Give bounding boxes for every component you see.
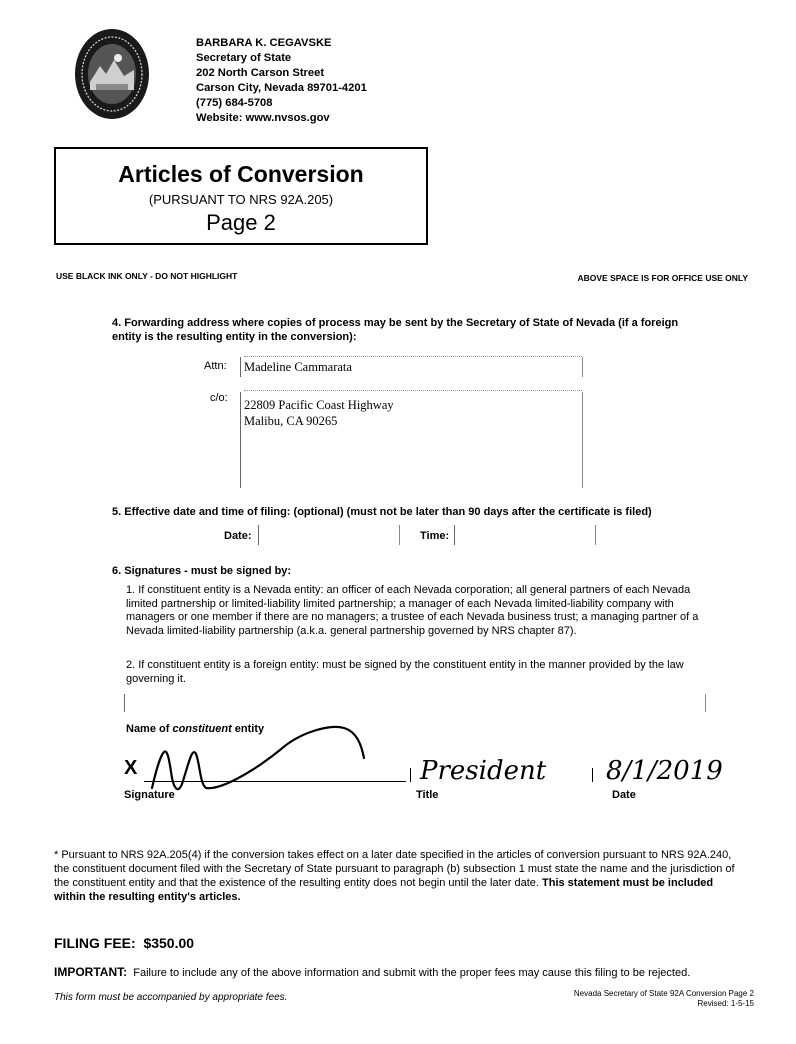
filing-fee-label: FILING FEE: [54, 935, 136, 951]
handwritten-signature-icon [130, 716, 380, 806]
effective-time-label: Time: [420, 530, 450, 542]
co-label: c/o: [210, 392, 228, 404]
title-field-divider [410, 768, 411, 782]
section-5-heading: 5. Effective date and time of filing: (optional) (must not be later than 90 days after the certificate is filed) [112, 506, 652, 518]
effective-date-field[interactable] [258, 525, 400, 545]
co-address-field[interactable] [240, 392, 583, 488]
secretary-name: BARBARA K. CEGAVSKE [196, 37, 332, 49]
attn-label: Attn: [204, 360, 227, 372]
filing-fee-amount: $350.00 [143, 935, 195, 951]
footer-revised: Revised: 1-5-15 [697, 999, 754, 1008]
co-field-top [244, 390, 582, 391]
section-6-item-2: 2. If constituent entity is a foreign entity: must be signed by the constituent entity in the manner provided by the law governing it. [126, 659, 684, 685]
footnote [54, 848, 744, 904]
form-title: Articles of Conversion [118, 161, 364, 187]
date-field-divider [592, 768, 593, 782]
name-label-pre: Name of [126, 723, 173, 735]
signature-x-mark: X [124, 757, 138, 779]
attn-value: Madeline Cammarata [244, 360, 352, 374]
address-line-2: Malibu, CA 90265 [244, 414, 338, 428]
section-4-heading: 4. Forwarding address where copies of process may be sent by the Secretary of State of Nevada (if a foreign entity is the resulting entity in the conversion): [112, 317, 679, 343]
footnote-text: * Pursuant to NRS 92A.205(4) if the conversion takes effect on a later date specified in the articles of conversion pursuant to NRS 92A.240, the constituent document filed with the Secretary of State pursuant to paragraph (b) subsection 1 must state the name and the jurisdiction of the constituent entity and that the existence of the resulting entity does not begin until the later date. [54, 849, 735, 889]
handwritten-title: President [420, 756, 547, 786]
office-phone: (775) 684-5708 [196, 97, 273, 109]
constituent-entity-name-field[interactable] [124, 694, 706, 712]
footer-form-name: Nevada Secretary of State 92A Conversion Page 2 [573, 989, 754, 998]
important-text: Failure to include any of the above information and submit with the proper fees may cause this filing to be rejected. [133, 967, 691, 979]
form-page: Page 2 [206, 210, 276, 235]
secretary-title: Secretary of State [196, 52, 292, 64]
form-statute: (PURSUANT TO NRS 92A.205) [148, 192, 334, 207]
footer-fee-note: This form must be accompanied by appropriate fees. [54, 992, 288, 1003]
effective-date-label: Date: [224, 530, 252, 542]
filing-fee [54, 935, 194, 951]
effective-time-field[interactable] [454, 525, 596, 545]
title-label: Title [416, 789, 439, 801]
important-label: IMPORTANT: [54, 965, 128, 979]
attn-field[interactable] [240, 357, 583, 377]
address-line-1: 22809 Pacific Coast Highway [244, 398, 394, 412]
name-label-em: constituent [172, 723, 232, 735]
office-use-note: ABOVE SPACE IS FOR OFFICE USE ONLY [577, 273, 748, 283]
office-city: Carson City, Nevada 89701-4201 [196, 82, 367, 94]
section-6-item-1: 1. If constituent entity is a Nevada entity: an officer of each Nevada corporation; all general partners of each Nevada limited partnership or limited-liability limited partnership; a manager of each Nevada limited-liability company with managers or one member if there are no managers; a trustee of each Nevada business trust; a managing partner of a Nevada limited-liability partnership (a.k.a. general partnership governed by NRS chapter 87). [126, 584, 699, 637]
important-note [54, 965, 690, 979]
handwritten-date: 8/1/2019 [606, 756, 723, 786]
nevada-state-seal-icon [74, 28, 150, 120]
footer-form-id [574, 989, 754, 1009]
office-street: 202 North Carson Street [196, 67, 325, 79]
signature-label: Signature [124, 789, 175, 801]
footnote-bold: This statement must be included within the resulting entity's articles. [54, 877, 714, 903]
office-website: Website: www.nvsos.gov [196, 112, 330, 124]
form-title-box [54, 147, 428, 245]
ink-note: USE BLACK INK ONLY - DO NOT HIGHLIGHT [56, 271, 238, 281]
date-label: Date [612, 789, 636, 801]
name-label-post: entity [231, 723, 265, 735]
section-6-heading: 6. Signatures - must be signed by: [112, 565, 292, 577]
secretary-of-state-header [196, 36, 367, 126]
